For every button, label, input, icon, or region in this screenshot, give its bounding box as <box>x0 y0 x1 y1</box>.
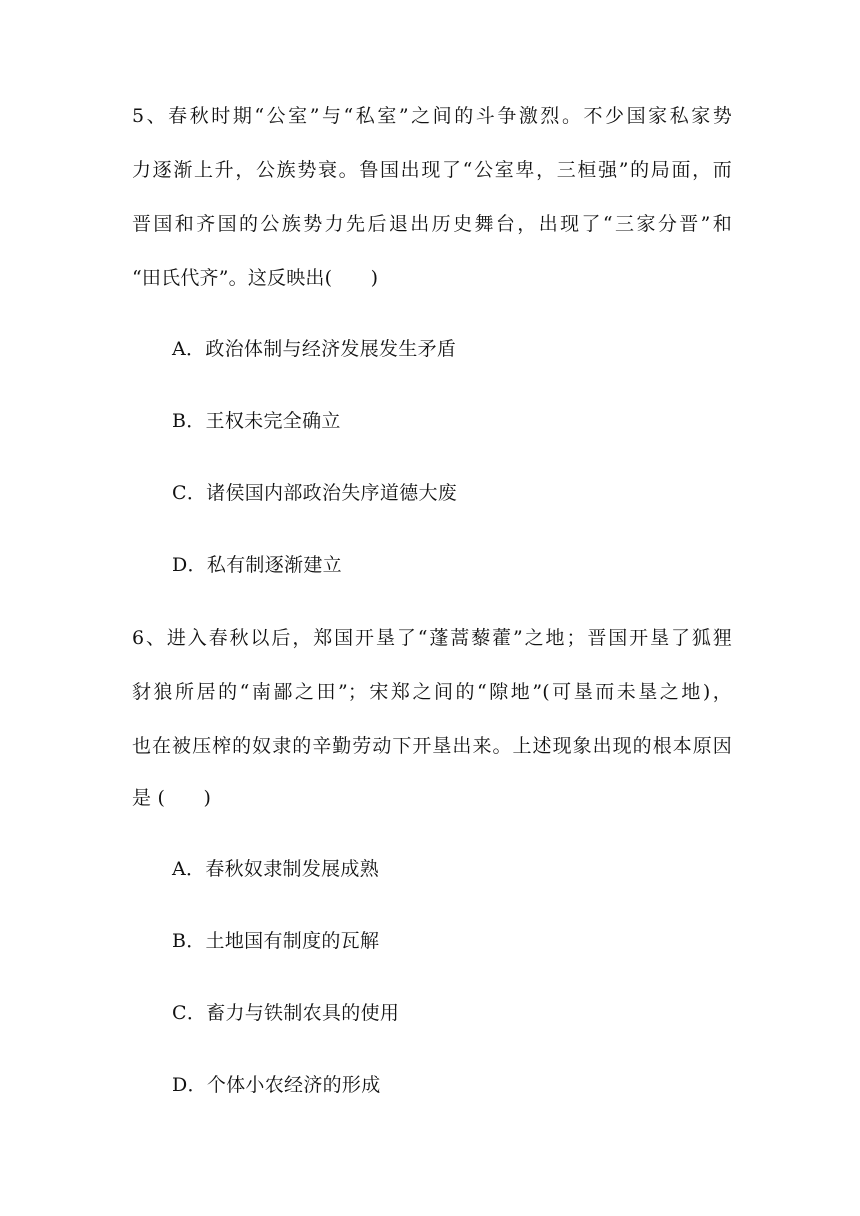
question-5-stem-line-4: “田氏代齐”。这反映出( ) <box>132 267 379 289</box>
question-5-stem-line-1: 5、春秋时期“公室”与“私室”之间的斗争激烈。不少国家私家势 <box>132 105 732 127</box>
question-6-stem-line-2: 豺狼所居的“南鄙之田”；宋郑之间的“隙地”(可垦而未垦之地)， <box>132 681 732 703</box>
question-6-stem-line-4: 是 ( ) <box>132 787 212 809</box>
question-6-stem-line-3: 也在被压榨的奴隶的辛勤劳动下开垦出来。上述现象出现的根本原因 <box>132 735 732 757</box>
question-6-option-d: D．个体小农经济的形成 <box>172 1074 381 1096</box>
question-5-stem-line-3: 晋国和齐国的公族势力先后退出历史舞台，出现了“三家分晋”和 <box>132 213 732 235</box>
question-5-option-c: C．诸侯国内部政治失序道德大废 <box>172 482 458 504</box>
question-6-stem-line-1: 6、进入春秋以后，郑国开垦了“蓬蒿藜藿”之地；晋国开垦了狐狸 <box>132 627 732 649</box>
question-6-option-a: A．春秋奴隶制发展成熟 <box>172 858 380 880</box>
question-5-option-b: B．王权未完全确立 <box>172 410 341 432</box>
question-5-stem-line-2: 力逐渐上升，公族势衰。鲁国出现了“公室卑，三桓强”的局面，而 <box>132 159 732 181</box>
question-6-option-b: B．土地国有制度的瓦解 <box>172 930 380 952</box>
question-6-option-c: C．畜力与铁制农具的使用 <box>172 1002 400 1024</box>
question-5-option-d: D．私有制逐渐建立 <box>172 554 342 576</box>
question-5-option-a: A．政治体制与经济发展发生矛盾 <box>172 338 457 360</box>
